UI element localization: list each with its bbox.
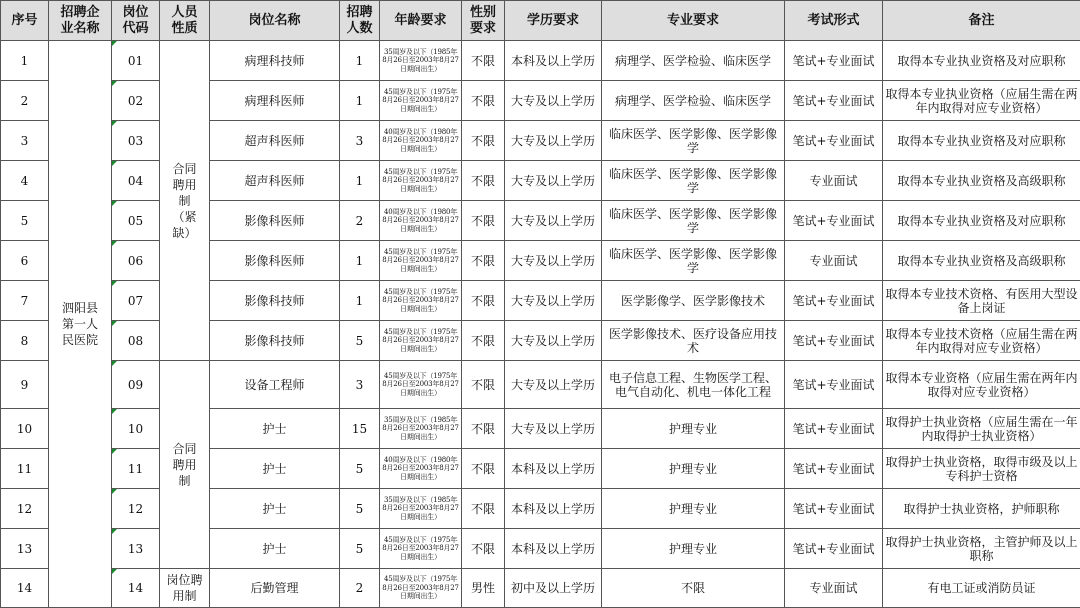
age-cell: 45周岁及以下（1975年8月26日至2003年8月27日期间出生） bbox=[380, 361, 462, 409]
count-cell: 2 bbox=[340, 569, 380, 608]
position-cell: 设备工程师 bbox=[210, 361, 340, 409]
count-cell: 1 bbox=[340, 161, 380, 201]
cell-marker-icon bbox=[112, 529, 117, 534]
position-cell: 护士 bbox=[210, 409, 340, 449]
code-text: 04 bbox=[127, 173, 144, 188]
code-text: 12 bbox=[127, 501, 144, 516]
major-cell: 临床医学、医学影像、医学影像学 bbox=[602, 161, 785, 201]
code-text: 13 bbox=[127, 541, 144, 556]
seq-cell: 9 bbox=[1, 361, 49, 409]
age-cell: 35周岁及以下（1985年8月26日至2003年8月27日期间出生） bbox=[380, 41, 462, 81]
seq-cell: 5 bbox=[1, 201, 49, 241]
major-cell: 不限 bbox=[602, 569, 785, 608]
header-row bbox=[1, 1, 1080, 41]
exam-cell: 笔试+专业面试 bbox=[785, 321, 883, 361]
count-cell: 1 bbox=[340, 281, 380, 321]
cell-marker-icon bbox=[112, 121, 117, 126]
count-cell: 1 bbox=[340, 81, 380, 121]
remark-cell: 取得本专业技术资格（应届生需在两年内取得对应专业资格） bbox=[883, 321, 1080, 361]
cell-marker-icon bbox=[112, 489, 117, 494]
position-cell: 护士 bbox=[210, 489, 340, 529]
gender-cell: 不限 bbox=[462, 281, 505, 321]
age-cell: 40周岁及以下（1980年8月26日至2003年8月27日期间出生） bbox=[380, 121, 462, 161]
table-row bbox=[1, 41, 1080, 81]
education-cell: 大专及以上学历 bbox=[505, 161, 602, 201]
company-cell bbox=[49, 41, 112, 608]
remark-cell: 取得护士执业资格，取得市级及以上专科护士资格 bbox=[883, 449, 1080, 489]
count-cell: 5 bbox=[340, 529, 380, 569]
company-name: 泗阳县第一人民医院 bbox=[61, 301, 98, 347]
position-cell: 超声科医师 bbox=[210, 121, 340, 161]
remark-cell: 取得本专业执业资格（应届生需在两年内取得对应专业资格） bbox=[883, 81, 1080, 121]
code-text: 07 bbox=[127, 293, 144, 308]
header-position: 岗位名称 bbox=[210, 1, 340, 41]
code-text: 14 bbox=[127, 581, 144, 595]
header-seq: 序号 bbox=[1, 1, 49, 41]
header-exam: 考试形式 bbox=[785, 1, 883, 41]
age-cell: 45周岁及以下（1975年8月26日至2003年8月27日期间出生） bbox=[380, 81, 462, 121]
code-text: 03 bbox=[127, 133, 144, 148]
position-cell: 影像科技师 bbox=[210, 281, 340, 321]
remark-cell: 有电工证或消防员证 bbox=[883, 569, 1080, 608]
exam-cell: 笔试+专业面试 bbox=[785, 201, 883, 241]
education-cell: 大专及以上学历 bbox=[505, 409, 602, 449]
remark-cell: 取得本专业执业资格及高级职称 bbox=[883, 241, 1080, 281]
age-cell: 45周岁及以下（1975年8月26日至2003年8月27日期间出生） bbox=[380, 281, 462, 321]
remark-cell: 取得本专业执业资格及高级职称 bbox=[883, 161, 1080, 201]
education-cell: 大专及以上学历 bbox=[505, 201, 602, 241]
cell-marker-icon bbox=[112, 449, 117, 454]
remark-cell: 取得护士执业资格（应届生需在一年内取得护士执业资格） bbox=[883, 409, 1080, 449]
gender-cell: 不限 bbox=[462, 161, 505, 201]
major-cell: 病理学、医学检验、临床医学 bbox=[602, 41, 785, 81]
code-cell bbox=[112, 529, 160, 569]
exam-cell: 专业面试 bbox=[785, 241, 883, 281]
count-cell: 15 bbox=[340, 409, 380, 449]
exam-cell: 笔试+专业面试 bbox=[785, 81, 883, 121]
gender-cell: 不限 bbox=[462, 201, 505, 241]
table-body bbox=[1, 41, 1080, 608]
cell-marker-icon bbox=[112, 81, 117, 86]
age-cell: 45周岁及以下（1975年8月26日至2003年8月27日期间出生） bbox=[380, 241, 462, 281]
exam-cell: 笔试+专业面试 bbox=[785, 449, 883, 489]
position-cell: 影像科医师 bbox=[210, 241, 340, 281]
code-cell bbox=[112, 201, 160, 241]
exam-cell: 笔试+专业面试 bbox=[785, 361, 883, 409]
remark-cell: 取得本专业执业资格及对应职称 bbox=[883, 121, 1080, 161]
seq-cell: 8 bbox=[1, 321, 49, 361]
count-cell: 5 bbox=[340, 489, 380, 529]
count-cell: 1 bbox=[340, 41, 380, 81]
major-cell: 护理专业 bbox=[602, 489, 785, 529]
seq-cell: 13 bbox=[1, 529, 49, 569]
remark-cell: 取得本专业资格（应届生需在两年内取得对应专业资格） bbox=[883, 361, 1080, 409]
cell-marker-icon bbox=[112, 321, 117, 326]
age-cell: 40周岁及以下（1980年8月26日至2003年8月27日期间出生） bbox=[380, 201, 462, 241]
cell-marker-icon bbox=[112, 241, 117, 246]
seq-cell: 7 bbox=[1, 281, 49, 321]
exam-cell: 专业面试 bbox=[785, 161, 883, 201]
code-text: 08 bbox=[127, 333, 144, 348]
education-cell: 大专及以上学历 bbox=[505, 361, 602, 409]
header-gender: 性别要求 bbox=[462, 1, 505, 41]
gender-cell: 不限 bbox=[462, 241, 505, 281]
exam-cell: 笔试+专业面试 bbox=[785, 489, 883, 529]
code-cell bbox=[112, 409, 160, 449]
header-code: 岗位代码 bbox=[112, 1, 160, 41]
major-cell: 电子信息工程、生物医学工程、电气自动化、机电一体化工程 bbox=[602, 361, 785, 409]
gender-cell: 男性 bbox=[462, 569, 505, 608]
code-cell bbox=[112, 569, 160, 608]
cell-marker-icon bbox=[112, 41, 117, 46]
header-count: 招聘人数 bbox=[340, 1, 380, 41]
remark-cell: 取得本专业执业资格及对应职称 bbox=[883, 201, 1080, 241]
code-cell bbox=[112, 321, 160, 361]
remark-cell: 取得本专业执业资格及对应职称 bbox=[883, 41, 1080, 81]
table-row bbox=[1, 361, 1080, 409]
code-cell bbox=[112, 161, 160, 201]
remark-cell: 取得护士执业资格，护师职称 bbox=[883, 489, 1080, 529]
position-cell: 影像科医师 bbox=[210, 201, 340, 241]
position-cell: 病理科医师 bbox=[210, 81, 340, 121]
count-cell: 3 bbox=[340, 361, 380, 409]
nature-text: 合同聘用制 bbox=[172, 441, 197, 488]
count-cell: 2 bbox=[340, 201, 380, 241]
gender-cell: 不限 bbox=[462, 81, 505, 121]
seq-cell: 2 bbox=[1, 81, 49, 121]
code-cell bbox=[112, 241, 160, 281]
code-cell bbox=[112, 81, 160, 121]
exam-cell: 笔试+专业面试 bbox=[785, 121, 883, 161]
seq-cell: 14 bbox=[1, 569, 49, 608]
seq-cell: 12 bbox=[1, 489, 49, 529]
seq-cell: 10 bbox=[1, 409, 49, 449]
education-cell: 大专及以上学历 bbox=[505, 321, 602, 361]
code-text: 10 bbox=[127, 421, 144, 436]
count-cell: 5 bbox=[340, 449, 380, 489]
code-text: 09 bbox=[127, 377, 144, 392]
code-text: 05 bbox=[127, 213, 144, 228]
header-nature: 人员性质 bbox=[160, 1, 210, 41]
position-cell: 护士 bbox=[210, 449, 340, 489]
count-cell: 1 bbox=[340, 241, 380, 281]
gender-cell: 不限 bbox=[462, 41, 505, 81]
count-cell: 3 bbox=[340, 121, 380, 161]
code-cell bbox=[112, 121, 160, 161]
seq-cell: 1 bbox=[1, 41, 49, 81]
remark-cell: 取得本专业技术资格、有医用大型设备上岗证 bbox=[883, 281, 1080, 321]
age-cell: 40周岁及以下（1980年8月26日至2003年8月27日期间出生） bbox=[380, 449, 462, 489]
position-cell: 影像科技师 bbox=[210, 321, 340, 361]
education-cell: 本科及以上学历 bbox=[505, 489, 602, 529]
header-remark: 备注 bbox=[883, 1, 1080, 41]
major-cell: 临床医学、医学影像、医学影像学 bbox=[602, 201, 785, 241]
nature-cell bbox=[160, 41, 210, 361]
cell-marker-icon bbox=[112, 161, 117, 166]
major-cell: 护理专业 bbox=[602, 409, 785, 449]
age-cell: 35周岁及以下（1985年8月26日至2003年8月27日期间出生） bbox=[380, 409, 462, 449]
header-age: 年龄要求 bbox=[380, 1, 462, 41]
header-education: 学历要求 bbox=[505, 1, 602, 41]
education-cell: 大专及以上学历 bbox=[505, 121, 602, 161]
count-cell: 5 bbox=[340, 321, 380, 361]
major-cell: 临床医学、医学影像、医学影像学 bbox=[602, 241, 785, 281]
education-cell: 本科及以上学历 bbox=[505, 449, 602, 489]
seq-cell: 3 bbox=[1, 121, 49, 161]
gender-cell: 不限 bbox=[462, 489, 505, 529]
code-cell bbox=[112, 361, 160, 409]
seq-cell: 11 bbox=[1, 449, 49, 489]
gender-cell: 不限 bbox=[462, 121, 505, 161]
major-cell: 病理学、医学检验、临床医学 bbox=[602, 81, 785, 121]
table-row bbox=[1, 569, 1080, 608]
code-cell bbox=[112, 41, 160, 81]
cell-marker-icon bbox=[112, 409, 117, 414]
age-cell: 35周岁及以下（1985年8月26日至2003年8月27日期间出生） bbox=[380, 489, 462, 529]
nature-text: 岗位聘用制 bbox=[166, 573, 203, 603]
seq-cell: 4 bbox=[1, 161, 49, 201]
exam-cell: 笔试+专业面试 bbox=[785, 529, 883, 569]
position-cell: 病理科技师 bbox=[210, 41, 340, 81]
seq-cell: 6 bbox=[1, 241, 49, 281]
position-cell: 超声科医师 bbox=[210, 161, 340, 201]
education-cell: 大专及以上学历 bbox=[505, 241, 602, 281]
education-cell: 大专及以上学历 bbox=[505, 81, 602, 121]
code-cell bbox=[112, 449, 160, 489]
education-cell: 本科及以上学历 bbox=[505, 529, 602, 569]
gender-cell: 不限 bbox=[462, 529, 505, 569]
code-cell bbox=[112, 489, 160, 529]
nature-cell bbox=[160, 569, 210, 608]
exam-cell: 专业面试 bbox=[785, 569, 883, 608]
nature-text: 合同聘用制（紧缺） bbox=[172, 161, 197, 240]
code-text: 02 bbox=[127, 93, 144, 108]
major-cell: 护理专业 bbox=[602, 529, 785, 569]
cell-marker-icon bbox=[112, 281, 117, 286]
header-major: 专业要求 bbox=[602, 1, 785, 41]
code-text: 01 bbox=[127, 53, 144, 68]
gender-cell: 不限 bbox=[462, 321, 505, 361]
header-company: 招聘企业名称 bbox=[49, 1, 112, 41]
major-cell: 医学影像技术、医疗设备应用技术 bbox=[602, 321, 785, 361]
cell-marker-icon bbox=[112, 569, 117, 574]
cell-marker-icon bbox=[112, 201, 117, 206]
exam-cell: 笔试+专业面试 bbox=[785, 41, 883, 81]
education-cell: 本科及以上学历 bbox=[505, 41, 602, 81]
gender-cell: 不限 bbox=[462, 449, 505, 489]
age-cell: 45周岁及以下（1975年8月26日至2003年8月27日期间出生） bbox=[380, 569, 462, 608]
code-text: 06 bbox=[127, 253, 144, 268]
code-cell bbox=[112, 281, 160, 321]
position-cell: 后勤管理 bbox=[210, 569, 340, 608]
education-cell: 大专及以上学历 bbox=[505, 281, 602, 321]
major-cell: 护理专业 bbox=[602, 449, 785, 489]
exam-cell: 笔试+专业面试 bbox=[785, 281, 883, 321]
remark-cell: 取得护士执业资格，主管护师及以上职称 bbox=[883, 529, 1080, 569]
major-cell: 医学影像学、医学影像技术 bbox=[602, 281, 785, 321]
gender-cell: 不限 bbox=[462, 409, 505, 449]
code-text: 11 bbox=[127, 461, 144, 476]
gender-cell: 不限 bbox=[462, 361, 505, 409]
age-cell: 45周岁及以下（1975年8月26日至2003年8月27日期间出生） bbox=[380, 529, 462, 569]
age-cell: 45周岁及以下（1975年8月26日至2003年8月27日期间出生） bbox=[380, 161, 462, 201]
nature-cell bbox=[160, 361, 210, 569]
major-cell: 临床医学、医学影像、医学影像学 bbox=[602, 121, 785, 161]
education-cell: 初中及以上学历 bbox=[505, 569, 602, 608]
cell-marker-icon bbox=[112, 361, 117, 366]
age-cell: 45周岁及以下（1975年8月26日至2003年8月27日期间出生） bbox=[380, 321, 462, 361]
exam-cell: 笔试+专业面试 bbox=[785, 409, 883, 449]
position-cell: 护士 bbox=[210, 529, 340, 569]
